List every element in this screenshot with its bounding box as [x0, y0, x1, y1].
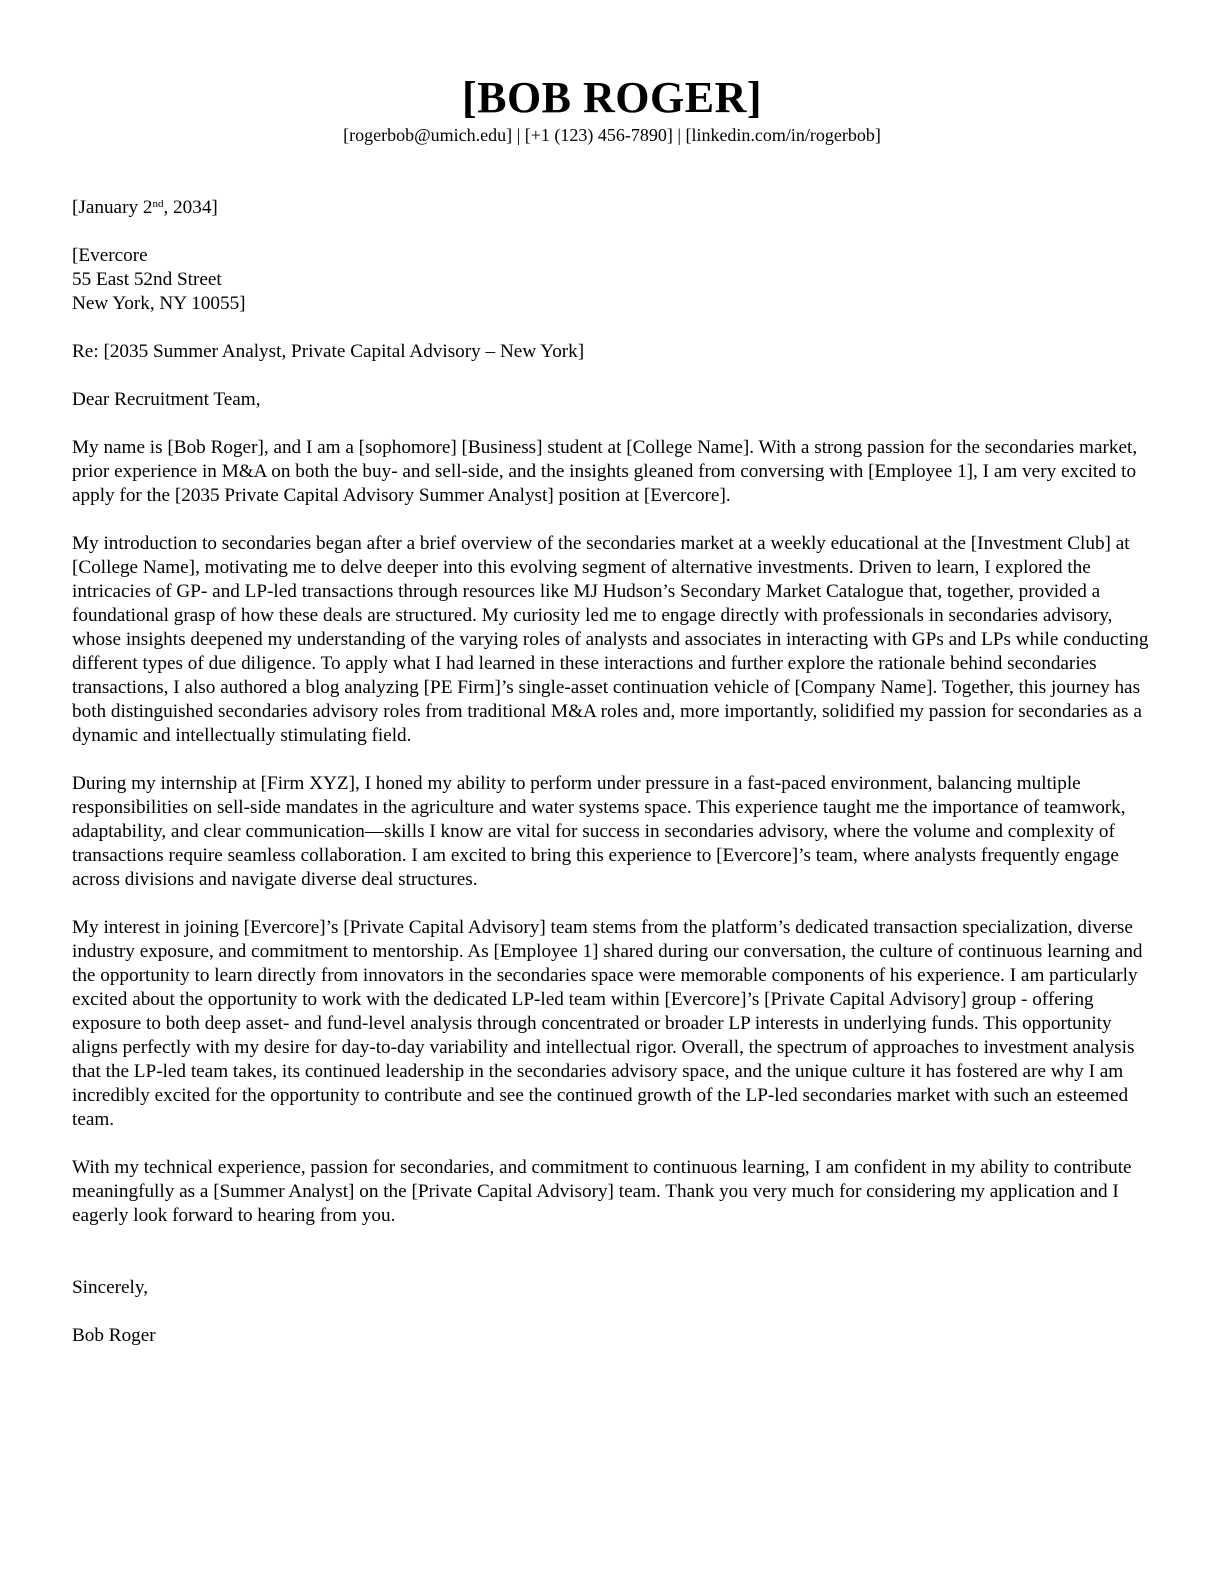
recipient-address — [72, 244, 1154, 316]
recipient-street: 55 East 52nd Street — [72, 269, 222, 290]
closing: Sincerely, — [72, 1277, 149, 1298]
re-line: Re: [2035 Summer Analyst, Private Capital Advisory – New York] — [72, 341, 585, 362]
letter-header — [0, 72, 1224, 146]
body-paragraph-conclusion: With my technical experience, passion for secondaries, and commitment to continuous learning, I am confident in my ability to contribute meaningfully as a [Summer Analyst] on the [Private Capital Advisory] team. Thank you very much for considering my application and I eagerly look forward to hearing from you. — [72, 1157, 1132, 1226]
date-ordinal-suffix: nd — [152, 198, 164, 210]
date-rest: , 2034] — [163, 197, 218, 218]
date-prefix: [January 2 — [72, 197, 153, 218]
recipient-city: New York, NY 10055] — [72, 293, 246, 314]
signature: Bob Roger — [72, 1325, 156, 1346]
salutation: Dear Recruitment Team, — [72, 389, 261, 410]
contact-info: [rogerbob@umich.edu] | [+1 (123) 456-7890] | [linkedin.com/in/rogerbob] — [343, 125, 881, 145]
body-paragraph-internship: During my internship at [Firm XYZ], I honed my ability to perform under pressure in a fast-paced environment, balancing multiple responsibilities on sell-side mandates in the agriculture and water systems space. This experience taught me the importance of teamwork, adaptability, and clear communication—skills I know are vital for success in secondaries advisory, where the volume and complexity of transactions require seamless collaboration. I am excited to bring this experience to [Evercore]’s team, where analysts frequently engage across divisions and navigate diverse deal structures. — [72, 773, 1126, 890]
letter-date — [72, 196, 1154, 220]
recipient-company: [Evercore — [72, 245, 148, 266]
body-paragraph-secondaries: My introduction to secondaries began after a brief overview of the secondaries market at a weekly educational at the [Investment Club] at [College Name], motivating me to delve deeper into this evolving segment of alternative investments. Driven to learn, I explored the intricacies of GP- and LP-led transactions through resources like MJ Hudson’s Secondary Market Catalogue that, together, provided a foundational grasp of how these deals are structured. My curiosity led me to engage directly with professionals in secondaries advisory, whose insights deepened my understanding of the varying roles of analysts and associates in interacting with GPs and LPs while conducting different types of due diligence. To apply what I had learned in these interactions and further explore the rationale behind secondaries transactions, I also authored a blog analyzing [PE Firm]’s single-asset continuation vehicle of [Company Name]. Together, this journey has both distinguished secondaries advisory roles from traditional M&A roles and, more importantly, solidified my passion for secondaries as a dynamic and intellectually stimulating field. — [72, 533, 1149, 746]
body-paragraph-interest: My interest in joining [Evercore]’s [Private Capital Advisory] team stems from the platform’s dedicated transaction specialization, diverse industry exposure, and commitment to mentorship. As [Employee 1] shared during our conversation, the culture of continuous learning and the opportunity to learn directly from innovators in the secondaries space were memorable components of his experience. I am particularly excited about the opportunity to work with the dedicated LP-led team within [Evercore]’s [Private Capital Advisory] group - offering exposure to both deep asset- and fund-level analysis through concentrated or broader LP interests in underlying funds. This opportunity aligns perfectly with my desire for day-to-day variability and intellectual rigor. Overall, the spectrum of approaches to investment analysis that the LP-led team takes, its continued leadership in the secondaries advisory space, and the unique culture it has fostered are why I am incredibly excited for the opportunity to contribute and see the continued growth of the LP-led secondaries market with such an esteemed team. — [72, 917, 1143, 1130]
body-paragraph-intro: My name is [Bob Roger], and I am a [sophomore] [Business] student at [College Name]. With a strong passion for the secondaries market, prior experience in M&A on both the buy- and sell-side, and the insights gleaned from conversing with [Employee 1], I am very excited to apply for the [2035 Private Capital Advisory Summer Analyst] position at [Evercore]. — [72, 437, 1138, 506]
applicant-name: [BOB ROGER] — [461, 73, 763, 122]
letter-body — [72, 196, 1154, 1348]
